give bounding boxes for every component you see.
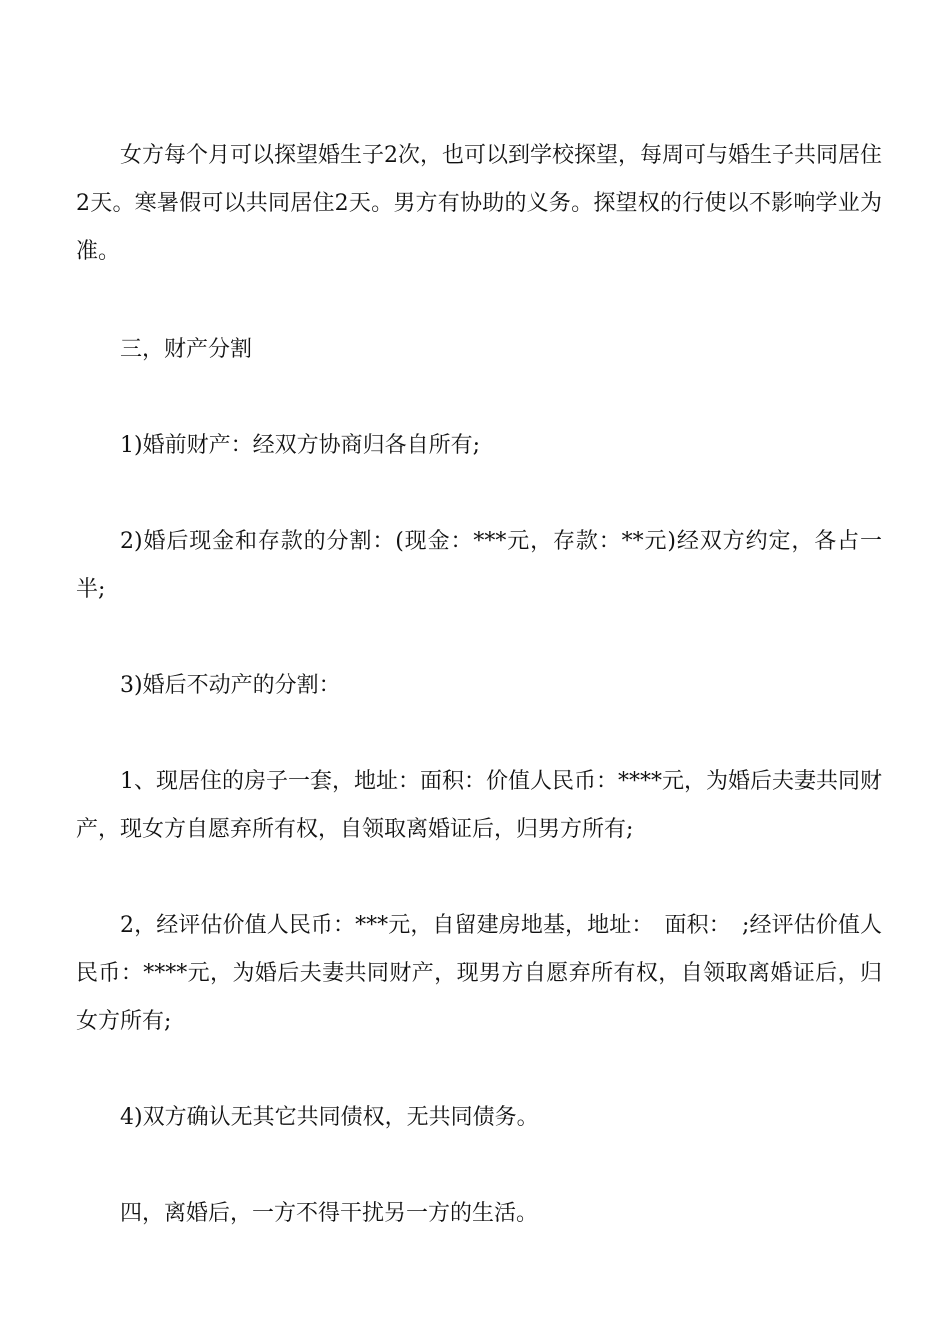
paragraph-house: 1、现居住的房子一套，地址：面积：价值人民币：****元，为婚后夫妻共同财产，现女方自愿弃所有权，自领取离婚证后，归男方所有; [76, 769, 882, 842]
paragraph-visitation-rights: 女方每个月可以探望婚生子2次，也可以到学校探望，每周可与婚生子共同居住2天。寒暑假可以共同居住2天。男方有协助的义务。探望权的行使以不影响学业为准。 [76, 143, 882, 264]
paragraph-land-foundation: 2，经评估价值人民币：***元，自留建房地基，地址： 面积： ;经评估价值人民币：****元，为婚后夫妻共同财产，现男方自愿弃所有权，自领取离婚证后，归女方所有; [76, 913, 882, 1034]
paragraph-debts: 4)双方确认无其它共同债权，无共同债务。 [120, 1105, 539, 1130]
document-page [76, 132, 882, 1238]
section-heading-property-division: 三，财产分割 [120, 337, 253, 362]
section-heading-after-divorce: 四，离婚后，一方不得干扰另一方的生活。 [120, 1201, 539, 1226]
paragraph-real-estate-heading: 3)婚后不动产的分割： [120, 673, 341, 698]
paragraph-premarital-property: 1)婚前财产：经双方协商归各自所有; [120, 433, 480, 458]
paragraph-cash-and-deposits: 2)婚后现金和存款的分割：(现金：***元，存款：**元)经双方约定，各占一半; [76, 529, 882, 602]
